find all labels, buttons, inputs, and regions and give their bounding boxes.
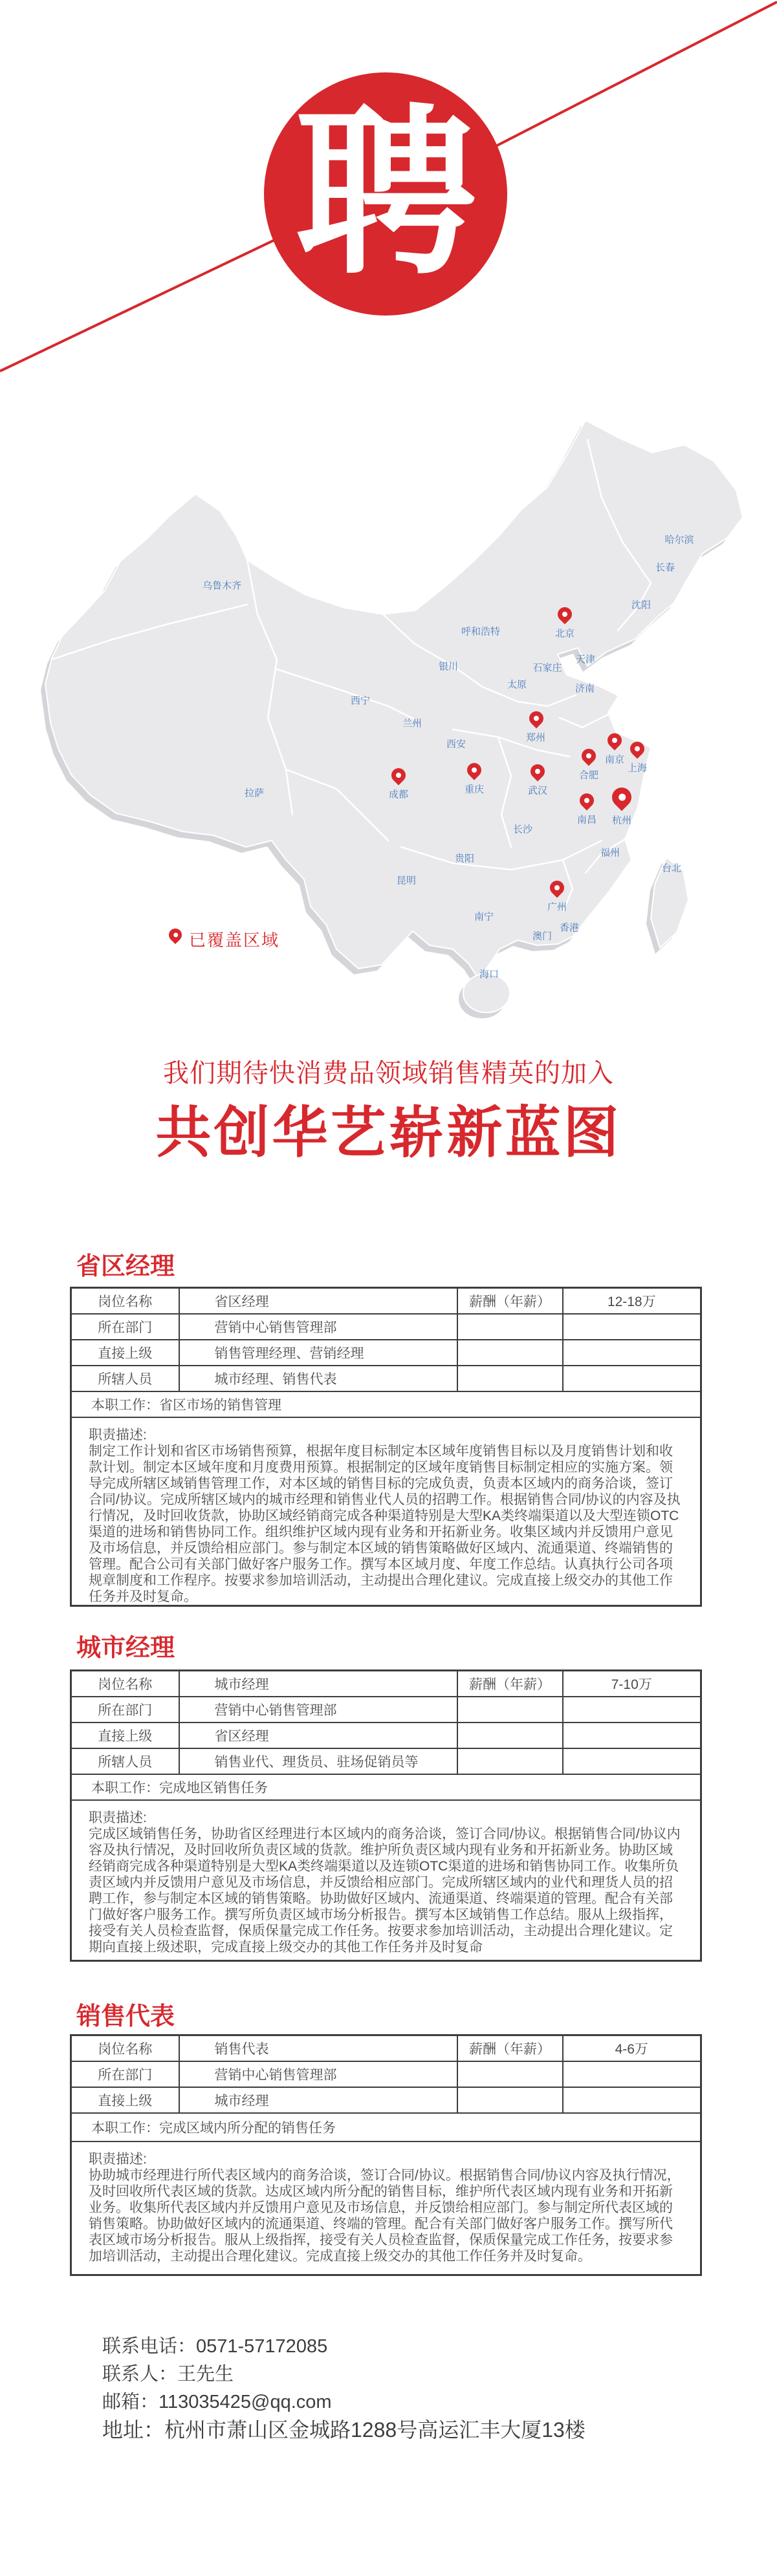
table-row xyxy=(71,1391,701,1417)
table-row xyxy=(71,1697,701,1723)
field-label: 直接上级 xyxy=(71,2087,179,2113)
map-city-label: 乌鲁木齐 xyxy=(202,580,242,592)
map-city-label: 南宁 xyxy=(474,911,494,923)
main-duty: 本职工作：省区市场的销售管理 xyxy=(71,1391,701,1417)
field-label: 岗位名称 xyxy=(71,2035,179,2062)
map-city-label: 济南 xyxy=(575,683,595,694)
field-value: 城市经理 xyxy=(179,2087,457,2113)
hiring-logo-character: 聘 xyxy=(295,93,476,295)
field-value: 城市经理 xyxy=(179,1671,457,1697)
field-value: 销售代表 xyxy=(179,2035,457,2062)
table-row xyxy=(71,1288,701,1315)
map-city xyxy=(600,846,620,859)
salary-label: 薪酬（年薪） xyxy=(457,2035,563,2062)
map-city xyxy=(526,731,545,744)
map-city-label: 贵阳 xyxy=(454,853,475,864)
map-city-label: 天津 xyxy=(575,654,596,665)
map-city xyxy=(465,782,484,796)
responsibilities-cell xyxy=(71,2141,701,2275)
table-row xyxy=(71,1340,701,1366)
job-title: 城市经理 xyxy=(76,1635,175,1662)
map-city xyxy=(662,861,681,875)
table-row xyxy=(71,1366,701,1391)
field-value: 销售管理经理、营销经理 xyxy=(179,1340,457,1366)
map-city xyxy=(479,967,499,981)
map-city-label: 长沙 xyxy=(512,824,533,835)
map-city-label: 澳门 xyxy=(532,930,553,942)
legend-label: 已覆盖区域 xyxy=(189,930,280,950)
map-city-label: 兰州 xyxy=(402,718,422,729)
table-row xyxy=(71,1671,701,1697)
job-section-city-manager xyxy=(70,1633,700,1962)
table-row xyxy=(71,1417,701,1606)
map-city xyxy=(202,579,241,592)
map-city-label: 成都 xyxy=(388,789,409,800)
map-city-label: 沈阳 xyxy=(631,599,651,611)
map-city-label: 香港 xyxy=(559,922,580,934)
field-value: 省区经理 xyxy=(179,1723,457,1748)
contact-phone: 联系电话：0571-57172085 xyxy=(102,2336,328,2357)
map-city-label: 拉萨 xyxy=(244,788,265,799)
map-city xyxy=(577,813,596,826)
field-label: 所辖人员 xyxy=(71,1366,179,1391)
map-city-label: 福州 xyxy=(600,847,620,859)
map-city xyxy=(351,694,370,707)
headline-title: 共创华艺崭新蓝图 xyxy=(155,1102,622,1164)
map-city xyxy=(455,852,474,865)
map-city-label: 银川 xyxy=(438,661,459,672)
map-city xyxy=(628,761,647,775)
responsibilities-cell xyxy=(71,1417,701,1606)
table-row xyxy=(71,1748,701,1774)
responsibilities-label: 职责描述: xyxy=(89,1810,147,1825)
field-value: 城市经理、销售代表 xyxy=(179,1366,457,1391)
table-row xyxy=(71,2113,701,2141)
table-row xyxy=(71,1800,701,1961)
map-city xyxy=(513,822,532,836)
table-row xyxy=(71,1723,701,1748)
map-city xyxy=(461,625,500,638)
map-city xyxy=(631,598,651,612)
map-city-label: 武汉 xyxy=(527,785,548,797)
map-city xyxy=(575,682,595,695)
table-row xyxy=(71,1314,701,1340)
map-city-label: 昆明 xyxy=(396,875,417,886)
field-label: 岗位名称 xyxy=(71,1671,179,1697)
responsibilities-text: 制定工作计划和省区市场销售预算，根据年度目标制定本区域年度销售目标以及月度销售计划和收款计划。制定本区域年度和月度费用预算。根据制定的区域年度销售目标制定相应的实施方案。领导完成所辖区域销售管理工作，对本区域的销售目标的完成负责，负责本区域内的商务洽谈，签订合同/协议。完成所辖区域内的城市经理和销售业代人员的招聘工作。根据销售合同/协议的内容及执行情况，及时回收货款，协助区域经销商完成各种渠道特别是大型KA类终端渠道以及大型连锁OTC渠道的进场和销售协同工作。组织维护区域内现有业务和开拓新业务。收集区域内并反馈用户意见及市场信息，并反馈给相应部门。参与制定本区域的销售策略做好区域内、流通渠道、终端销售的管理。配合公司有关部门做好客户服务工作。撰写本区域月度、年度工作总结。认真执行公司各项规章制度和工作程序。按要求参加培训活动，主动提出合理化建议。完成直接上级交办的其他工作任务并及时复命。 xyxy=(89,1444,681,1604)
map-city-label: 台北 xyxy=(661,863,682,874)
field-label: 所在部门 xyxy=(71,1314,179,1340)
contact-person: 联系人：王先生 xyxy=(102,2364,234,2385)
map-city xyxy=(547,900,567,914)
map-city-label: 郑州 xyxy=(525,732,546,744)
map-city xyxy=(612,813,631,827)
table-row xyxy=(71,2035,701,2062)
contact-address: 地址：杭州市萧山区金城路1288号高运汇丰大厦13楼 xyxy=(102,2418,585,2442)
map-mainland xyxy=(45,420,743,1013)
main-duty: 本职工作：完成区域内所分配的销售任务 xyxy=(71,2113,701,2141)
map-city-label: 上海 xyxy=(627,762,648,774)
contact-email: 邮箱：113035425@qq.com xyxy=(102,2392,332,2412)
field-value: 营销中心销售管理部 xyxy=(179,2061,457,2087)
map-city-label: 石家庄 xyxy=(532,662,562,674)
responsibilities-cell xyxy=(71,1800,701,1961)
map-city xyxy=(560,921,579,934)
field-value: 省区经理 xyxy=(179,1288,457,1315)
map-city xyxy=(439,660,458,673)
headline-subtitle: 我们期待快消费品领域销售精英的加入 xyxy=(163,1059,614,1088)
map-city xyxy=(579,768,598,782)
table-row xyxy=(71,2061,701,2087)
table-row xyxy=(71,2087,701,2113)
job-table xyxy=(70,1287,702,1607)
field-value: 销售业代、理货员、驻场促销员等 xyxy=(179,1748,457,1774)
map-city xyxy=(507,678,527,691)
map-city-label: 西安 xyxy=(446,738,466,750)
map-city-label: 南京 xyxy=(604,754,625,766)
map-city xyxy=(664,533,694,546)
responsibilities-text: 完成区域销售任务，协助省区经理进行本区域内的商务洽谈，签订合同/协议。根据销售合同/协议内容及执行情况，及时回收所负责区域的货款。维护所负责区域内现有业务和开拓新业务。协助区域经销商完成各种渠道特别是大型KA类终端渠道以及连锁OTC渠道的进场和销售协同工作。收集所负责区域内并反馈用户意见及市场信息，并反馈给相应部门。完成所辖区域内的业代和理货人员的招聘工作，参与制定本区域的销售策略。协助做好区域内、流通渠道、终端渠道的管理。配合有关部门做好客户服务工作。撰写所负责区域市场分析报告。撰写本区域销售工作总结。服从上级指挥，接受有关人员检查监督，保质保量完成工作任务。按要求参加培训活动，主动提出合理化建议。定期向直接上级述职，完成直接上级交办的其他工作任务并及时复命 xyxy=(89,1827,681,1955)
map-city xyxy=(555,627,575,640)
map-city xyxy=(532,661,562,674)
main-duty: 本职工作：完成地区销售任务 xyxy=(71,1774,701,1800)
salary-label: 薪酬（年薪） xyxy=(457,1288,563,1315)
map-city xyxy=(655,561,675,574)
job-table xyxy=(70,2034,702,2276)
field-label: 岗位名称 xyxy=(71,1288,179,1315)
china-map xyxy=(0,401,777,1035)
job-title: 销售代表 xyxy=(76,2003,175,2030)
map-city-label: 西宁 xyxy=(350,695,371,707)
job-table xyxy=(70,1669,702,1962)
map-city-label: 哈尔滨 xyxy=(664,534,694,546)
map-city-label: 北京 xyxy=(554,628,575,639)
contact-block xyxy=(102,2333,585,2444)
map-city xyxy=(245,786,264,800)
table-row xyxy=(71,1774,701,1800)
responsibilities-label: 职责描述: xyxy=(89,1428,147,1443)
table-row xyxy=(71,2141,701,2275)
map-city xyxy=(389,788,408,801)
salary-value: 4-6万 xyxy=(563,2035,701,2062)
map-city-label: 呼和浩特 xyxy=(461,626,501,638)
map-city-label: 重庆 xyxy=(464,784,485,795)
hiring-logo-circle xyxy=(264,72,507,316)
job-section-sales-rep xyxy=(70,2002,700,2276)
field-label: 所辖人员 xyxy=(71,1748,179,1774)
map-city xyxy=(402,716,422,730)
map-city-label: 海口 xyxy=(479,969,499,980)
salary-label: 薪酬（年薪） xyxy=(457,1671,563,1697)
map-city xyxy=(605,753,624,766)
map-city xyxy=(576,652,595,666)
field-label: 所在部门 xyxy=(71,2061,179,2087)
map-city-label: 长春 xyxy=(655,562,675,574)
map-city xyxy=(528,784,547,797)
map-city xyxy=(474,910,494,923)
field-label: 直接上级 xyxy=(71,1340,179,1366)
job-section-province-manager xyxy=(70,1252,700,1607)
map-city xyxy=(446,737,466,751)
map-city xyxy=(397,874,416,887)
salary-value: 12-18万 xyxy=(563,1288,701,1315)
field-value: 营销中心销售管理部 xyxy=(179,1314,457,1340)
responsibilities-label: 职责描述: xyxy=(89,2152,147,2167)
map-city xyxy=(532,929,552,943)
field-value: 营销中心销售管理部 xyxy=(179,1697,457,1723)
map-city-label: 南昌 xyxy=(576,814,597,826)
job-title: 省区经理 xyxy=(76,1253,175,1280)
responsibilities-text: 协助城市经理进行所代表区域内的商务洽谈，签订合同/协议。根据销售合同/协议内容及执行情况，及时回收所代表区域的货款。达成区域内所分配的销售目标，维护所代表区域内现有业务和开拓新业务。收集所代表区域内并反馈用户意见及市场信息，并反馈给相应部门。参与制定所代表区域的销售策略。协助做好区域内的流通渠道、终端的管理。配合有关部门做好客户服务工作。撰写所代表区域市场分析报告。服从上级指挥，接受有关人员检查监督，保质保量完成工作任务，按要求参加培训活动，主动提出合理化建议。完成直接上级交办的其他工作任务并及时复命。 xyxy=(89,2168,681,2264)
map-city-label: 广州 xyxy=(547,901,567,913)
field-label: 直接上级 xyxy=(71,1723,179,1748)
map-city-label: 合肥 xyxy=(578,769,599,781)
map-city-label: 太原 xyxy=(507,679,527,691)
field-label: 所在部门 xyxy=(71,1697,179,1723)
salary-value: 7-10万 xyxy=(563,1671,701,1697)
map-city-label: 杭州 xyxy=(611,815,632,826)
